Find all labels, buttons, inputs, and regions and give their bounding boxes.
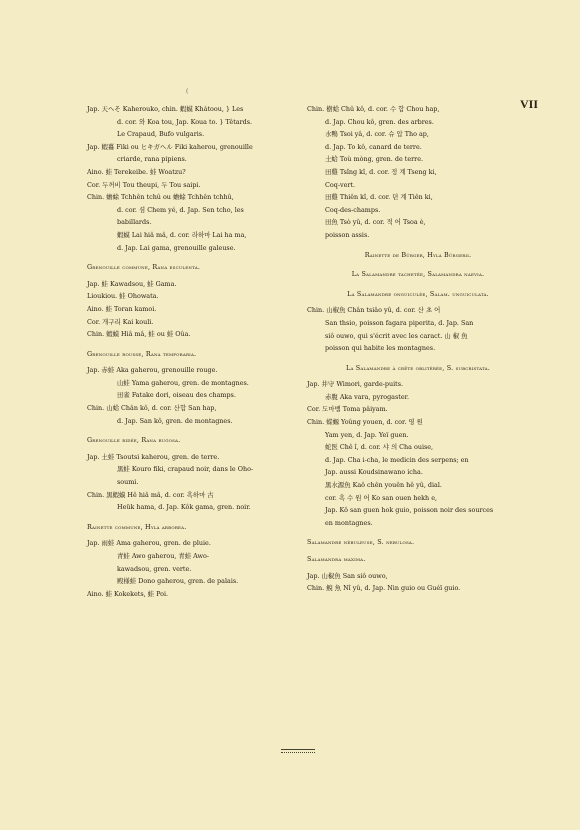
right-line-28: cor. 흑 수 원 어 Ko san ouen hekh e,: [325, 493, 438, 502]
section-heading-salamandre-crete: La Salamandre à crête oblitérée, S. subcristata.: [346, 363, 490, 372]
left-line-16: Cor. 개구리 Kai kouli.: [87, 317, 154, 326]
left-line-29: Heük hama, d. Jap. Kôk gama, gren. noir.: [117, 503, 251, 512]
left-line-25: Jap. 土蛙 Tsoutsi kaherou, gren. de terre.: [87, 452, 220, 461]
right-line-20: 赤腹 Aka vara, pyrogaster.: [325, 392, 410, 401]
section-heading-rainette-burger: Rainette de Bürger, Hyla Bürgerii.: [364, 250, 472, 259]
right-line-33: Jap. 山椒魚 San siô ouwo,: [307, 571, 388, 580]
left-line-15: Aino. 蛙 Toran kamoi.: [87, 304, 157, 313]
left-line-13: Jap. 蛙 Kawadsou, 蛙 Gama.: [87, 279, 177, 288]
left-line-6: Cor. 두꺼비 Tou theupi, 두 Tou saipi.: [87, 180, 201, 189]
right-column: [307, 104, 529, 596]
right-line-24: 蛇医 Chê î, d. cor. 샤 의 Cha ouise,: [325, 443, 434, 452]
right-line-6: Coq-vert.: [325, 180, 356, 189]
left-line-14: Lioukiou. 蛙 Ohowata.: [87, 292, 159, 301]
section-heading-grenouille-rousse: Grenouille rousse, Rana temporaria.: [87, 349, 197, 358]
left-line-11: d. Jap. Lai gama, grenouille galeuse.: [117, 243, 236, 252]
section-heading-grenouille-commune: Grenouille commune, Rana esculenta.: [87, 263, 201, 272]
left-line-0: Jap. 天ヘそ Kaherouko, chin. 蝦蟆 Khátoou, } Les: [87, 105, 244, 113]
right-line-25: d. Jap. Cha i-cha, le medicin des serpens; en: [325, 455, 469, 464]
right-line-7: 田雞 Thiên kî, d. cor. 뎐 계 Tiên ki,: [325, 193, 433, 202]
right-line-19: Jap. 井守 Wimori, garde-puits.: [307, 380, 404, 389]
left-line-35: Aino. 蛙 Kokekets, 蛙 Poi.: [87, 589, 169, 598]
left-line-32: 青蛙 Awo gaherou, 青蛙 Awo-: [117, 552, 209, 560]
left-line-1: d. cor. 와 Koa tou, Jap. Koua to. } Têtards.: [117, 117, 253, 126]
right-line-2: 水鴨 Tsoi yâ, d. cor. 슈 압 Tho ap,: [325, 130, 429, 139]
right-line-5: 田雞 Tsîng kî, d. cor. 정 계 Tseng ki,: [325, 167, 437, 176]
left-line-22: Chin. 山蛤 Chân kô, d. cor. 산합 San hap,: [87, 404, 217, 413]
right-line-3: d. Jap. To kô, canard de terre.: [325, 142, 422, 151]
left-line-7: Chin. 蟾蜍 Tchhên tchû ou 蟾蜍 Tchhên tchhû,: [87, 193, 234, 202]
left-line-5: Aino. 蛙 Terekeibe. 蛙 Woatzu?: [87, 167, 186, 176]
section-heading-salamandre-nebuleuse: Salamandre nébuleuse, S. nebulosa.: [307, 538, 415, 547]
right-line-0: Chin. 樹蛤 Chû kô, d. cor. 수 합 Chou hap,: [307, 105, 440, 113]
right-line-22: Chin. 蝾螈 Yoûng youen, d. cor. 영 원: [307, 418, 423, 427]
right-line-21: Cor. 도마뱀 Toma pâiyam.: [307, 405, 388, 414]
left-line-31: Jap. 雨蛙 Ama gaherou, gren. de pluie.: [87, 539, 211, 548]
top-mark: (: [186, 88, 189, 95]
right-line-27: 黒水源魚 Kaô chên youên hê yû, dial.: [325, 481, 442, 490]
right-line-30: en montagnes.: [325, 518, 373, 527]
right-line-1: d. Jap. Chou kô, gren. des arbres.: [325, 117, 434, 126]
left-line-21: 田雀 Fatake dori, oiseau des champs.: [117, 391, 236, 400]
left-line-10: 蝦蟆 Lai hiâ mâ, d. cor. 라하마 Lai ha ma,: [117, 230, 247, 239]
left-line-8: d. cor. 셤 Chem yé, d. Jap. Sen tcho, les: [117, 205, 244, 214]
end-ornament-rule: [281, 749, 315, 753]
section-heading-salamandre-tachetee: La Salamandre tachetée, Salamandra naevia.: [351, 270, 485, 279]
left-column: [87, 104, 305, 601]
left-line-20: 山蛙 Yama gaherou, gren. de montagnes.: [117, 378, 249, 387]
left-line-28: Chin. 黒蝦蟆 Hê hiâ mâ, d. cor. 흑하마 古: [87, 490, 214, 499]
right-line-8: Coq-des-champs.: [325, 205, 381, 214]
right-line-26: Jap. aussi Koudsinawano icha.: [325, 468, 423, 477]
left-line-26: 黒蛙 Kouro fiki, crapaud noir, dans le Oho-: [117, 465, 254, 474]
right-line-23: Yam yen, d. Jap. Yeï guen.: [325, 430, 409, 439]
page-number: VII: [519, 97, 538, 111]
right-line-9: 田魚 Tsò yû, d. cor. 적 어 Tsoa è,: [325, 218, 426, 227]
right-line-14: Chin. 山椒魚 Chân tsiâo yû, d. cor. 산 초 어: [307, 306, 441, 315]
left-line-34: 殿様蛙 Dono gaherou, gren. de palais.: [117, 577, 239, 586]
left-line-27: soumi.: [117, 478, 139, 487]
right-line-4: 土蛤 Toù mòng, gren. de terre.: [325, 155, 424, 164]
right-line-15: San thsio, poisson fagara piperita, d. Jap. San: [325, 318, 474, 327]
left-line-2: Le Crapaud, Bufo vulgaris.: [117, 130, 205, 139]
left-line-19: Jap. 赤蛙 Aka gaherou, grenouille rouge.: [87, 366, 218, 375]
right-line-16: siô ouwo, qui s'écrit avec les caract. 山 椒 魚: [325, 331, 468, 340]
left-line-23: d. Jap. San kô, gren. de montagnes.: [117, 416, 233, 425]
right-line-29: Jap. Kô san guen hok guio, poisson noir des sources: [325, 506, 494, 515]
section-heading-salamandre-onguiculee: La Salamandre onguiculée, Salam. unguiculata.: [347, 289, 489, 298]
section-heading-rainette-commune: Rainette commune, Hyla arborea.: [87, 522, 187, 531]
left-line-17: Chin. 蝦蟆 Hiâ mâ, 蛙 ou 蛙 Oûa.: [87, 330, 191, 339]
section-heading-salamandra-maxima: Salamandra maxima.: [307, 555, 366, 563]
right-line-34: Chin. 鯢 魚 Nî yû, d. Jap. Nin guio ou Guéï guio.: [307, 584, 461, 593]
right-line-17: poisson qui habite les montagnes.: [325, 344, 436, 353]
left-line-9: babillards.: [117, 218, 152, 227]
section-heading-grenouille-ridee: Grenouille ridée, Rana rugosa.: [87, 436, 181, 445]
right-line-10: poisson assis.: [325, 230, 370, 239]
left-line-33: kawadsou, gren. verte.: [117, 564, 192, 573]
left-line-3: Jap. 蝦蟇 Fiki ou ヒキガヘル Fiki kaherou, grenouille: [87, 142, 253, 151]
left-line-4: criarde, rana pipiens.: [117, 155, 187, 164]
